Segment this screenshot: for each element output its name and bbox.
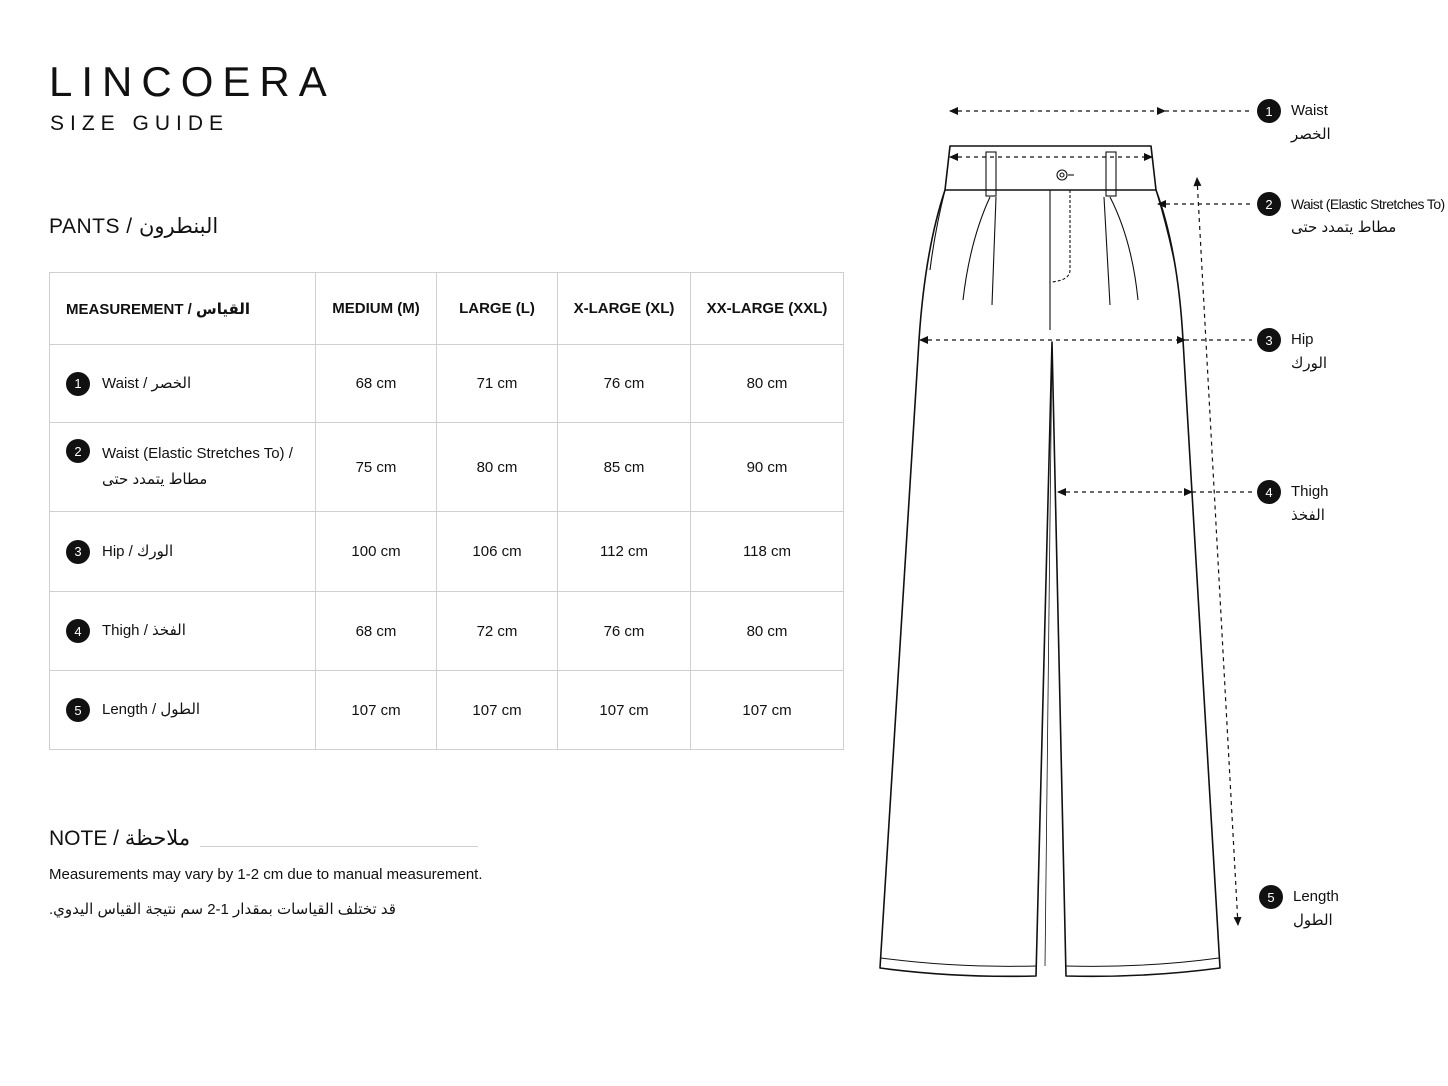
value-cell: 80 cm	[437, 423, 558, 512]
note-text-english: Measurements may vary by 1-2 cm due to manual measurement.	[49, 866, 483, 883]
row-label: Waist (Elastic Stretches To) /	[102, 445, 293, 462]
number-badge: 4	[66, 619, 90, 643]
note-divider	[200, 846, 478, 847]
row-label: Hip / الورك	[102, 542, 174, 560]
callout-waist-elastic	[1257, 192, 1445, 240]
row-label: Thigh / الفخذ	[102, 622, 186, 639]
page-subtitle: SIZE GUIDE	[50, 112, 230, 135]
callout-label: Hip	[1291, 331, 1314, 348]
value-cell: 80 cm	[691, 345, 844, 423]
callout-label-arabic: مطاط يتمدد حتى	[1291, 219, 1397, 236]
callout-label-arabic: الورك	[1291, 355, 1328, 372]
callout-label-arabic: الخصر	[1291, 126, 1331, 143]
callout-label: Length	[1293, 888, 1339, 905]
pants-diagram	[860, 90, 1260, 990]
value-cell: 107 cm	[691, 671, 844, 750]
section-title: PANTS / البنطرون	[49, 215, 219, 238]
row-label: Length / الطول	[102, 701, 201, 718]
number-badge: 2	[1257, 192, 1281, 216]
value-cell: 107 cm	[316, 671, 437, 750]
value-cell: 72 cm	[437, 592, 558, 671]
value-cell: 68 cm	[316, 592, 437, 671]
value-cell: 112 cm	[558, 512, 691, 592]
table-row	[50, 345, 844, 423]
header-xx-large: XX-LARGE (XXL)	[691, 273, 844, 345]
size-table	[49, 272, 844, 750]
note-title: NOTE / ملاحظة	[49, 827, 191, 850]
value-cell: 85 cm	[558, 423, 691, 512]
row-label: Waist / الخصر	[102, 374, 192, 392]
row-label-cell	[50, 671, 316, 750]
callout-label-arabic: الفخذ	[1291, 507, 1325, 524]
table-row	[50, 671, 844, 750]
callout-label: Thigh	[1291, 483, 1329, 500]
value-cell: 71 cm	[437, 345, 558, 423]
number-badge: 2	[66, 439, 90, 463]
callout-waist	[1257, 99, 1331, 147]
header-x-large: X-LARGE (XL)	[558, 273, 691, 345]
value-cell: 68 cm	[316, 345, 437, 423]
measurement-guides	[920, 111, 1252, 925]
number-badge: 3	[1257, 328, 1281, 352]
table-row	[50, 512, 844, 592]
note-text-arabic: قد تختلف القياسات بمقدار 1-2 سم نتيجة القياس اليدوي.	[49, 901, 396, 918]
value-cell: 75 cm	[316, 423, 437, 512]
number-badge: 4	[1257, 480, 1281, 504]
callout-thigh	[1257, 480, 1329, 528]
header-large: LARGE (L)	[437, 273, 558, 345]
value-cell: 90 cm	[691, 423, 844, 512]
row-label-cell	[50, 592, 316, 671]
value-cell: 80 cm	[691, 592, 844, 671]
callout-label: Waist	[1291, 102, 1328, 119]
callout-length	[1259, 885, 1339, 933]
number-badge: 1	[66, 372, 90, 396]
row-label-cell	[50, 345, 316, 423]
row-label-cell	[50, 423, 316, 512]
table-row	[50, 423, 844, 512]
number-badge: 5	[1259, 885, 1283, 909]
table-row	[50, 592, 844, 671]
number-badge: 5	[66, 698, 90, 722]
value-cell: 76 cm	[558, 592, 691, 671]
number-badge: 3	[66, 540, 90, 564]
value-cell: 76 cm	[558, 345, 691, 423]
callout-hip	[1257, 328, 1327, 376]
table-header-row	[50, 273, 844, 345]
brand-logo-text: LINCOERA	[49, 58, 336, 105]
row-label-cell	[50, 512, 316, 592]
value-cell: 100 cm	[316, 512, 437, 592]
value-cell: 118 cm	[691, 512, 844, 592]
pants-details	[930, 152, 1176, 966]
value-cell: 107 cm	[437, 671, 558, 750]
row-label-arabic: مطاط يتمدد حتى	[102, 471, 208, 488]
value-cell: 106 cm	[437, 512, 558, 592]
number-badge: 1	[1257, 99, 1281, 123]
value-cell: 107 cm	[558, 671, 691, 750]
callout-label-arabic: الطول	[1293, 912, 1333, 929]
header-medium: MEDIUM (M)	[316, 273, 437, 345]
callout-label: Waist (Elastic Stretches To)	[1291, 196, 1445, 212]
header-measurement: MEASUREMENT / القياس	[50, 273, 316, 345]
